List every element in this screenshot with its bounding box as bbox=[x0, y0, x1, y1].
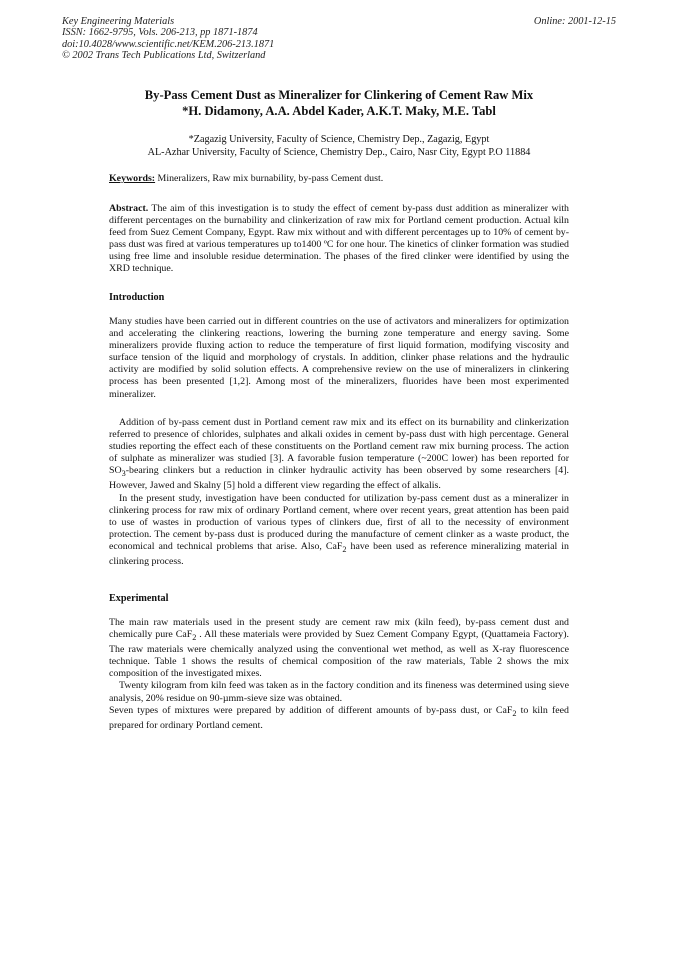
experimental-heading: Experimental bbox=[109, 593, 169, 604]
affiliation-1: *Zagazig University, Faculty of Science, Chemistry Dep., Zagazig, Egypt bbox=[188, 134, 490, 145]
exp-p3-part-b: to kiln feed prepared for ordinary Portland cement. bbox=[109, 704, 569, 731]
title-line: By-Pass Cement Dust as Mineralizer for Clinkering of Cement Raw Mix bbox=[144, 88, 534, 102]
exp-p1-part-b: . All these materials were provided by Suez Cement Company Egypt, (Quattameia Factory). The raw materials were chemically analyzed using the conventional wet method, as well as X-ray fluorescence technique. Table 1 shows the results of chemical composition of the raw materials, Table 2 shows the mix composition of the investigated mixes. bbox=[109, 629, 570, 680]
abstract-text: The aim of this investigation is to study the effect of cement by-pass dust addition as mineralizer with different percentages on the burnability and clinkerization of raw mix for Portland cement production. Actual kiln feed from Suez Cement Company, Egypt. Raw mix without and with different percentages up to 10% of cement by-pass dust was fired at various temperatures up to1400 ºC for one hour. The kinetics of clinker formation was studied using free lime and insoluble residue determination. The phases of the fired clinker were identified by using the XRD technique. bbox=[109, 203, 569, 275]
paper-title bbox=[60, 88, 618, 119]
exp-p3 bbox=[109, 705, 569, 732]
introduction-heading: Introduction bbox=[109, 292, 165, 303]
intro-p2-part-a: Addition of by-pass cement dust in Portland cement raw mix and its effect on its burnability and clinkerization referred to presence of chlorides, sulphates and alkali oxides in cement by-pass dust with high percentage. General studies reporting the effect each of these constituents on the Portland cement raw mix burning process. The action of sulphate as mineralizer was studied [3]. A favorable fusion temperature (~200C lower) has been reported for SO bbox=[109, 417, 569, 477]
journal-name: Key Engineering Materials bbox=[62, 16, 175, 27]
authors-line: *H. Didamony, A.A. Abdel Kader, A.K.T. Maky, M.E. Tabl bbox=[182, 103, 496, 118]
so3-subscript: 3 bbox=[121, 469, 126, 479]
abstract bbox=[109, 203, 569, 276]
intro-p2-part-b: -bearing clinkers but a reduction in clinker hydraulic activity has been observed by some researchers [4]. However, Jawed and Skalny [5] hold a different view regarding the effect of alkalis. bbox=[109, 465, 569, 492]
exp-p1-part-a: The main raw materials used in the present study are cement raw mix (kiln feed), by-pass cement dust and chemically pure CaF bbox=[109, 617, 569, 641]
doi-line[interactable]: doi:10.4028/www.scientific.net/KEM.206-213.1871 bbox=[62, 38, 275, 50]
caf2-subscript: 2 bbox=[342, 544, 347, 554]
caf2-subscript: 2 bbox=[192, 633, 197, 643]
caf2-subscript: 2 bbox=[512, 708, 517, 718]
introduction-paragraphs-2-3 bbox=[109, 417, 569, 568]
keywords-label: Keywords: bbox=[109, 173, 156, 184]
introduction-paragraph-1 bbox=[109, 316, 569, 401]
exp-p1 bbox=[109, 617, 569, 680]
experimental-section bbox=[109, 617, 569, 732]
affiliation-2: AL-Azhar University, Faculty of Science, Chemistry Dep., Cairo, Nasr City, Egypt P.O 11884 bbox=[147, 147, 531, 158]
intro-p3-part-a: In the present study, investigation have been conducted for utilization by-pass cement dust as a mineralizer in clinkering process for raw mix of ordinary Portland cement, where over recent years, great attention has been paid to use of wastes in production of various types of clinkers due, first of all to the necessity of environment protection. The cement by-pass dust is produced during the manufacture of cement clinker as a waste product, the economical and technical problems that arise. Also, CaF bbox=[109, 492, 569, 552]
issn-line: ISSN: 1662-9795, Vols. 206-213, pp 1871-1874 bbox=[62, 27, 258, 39]
exp-p3-part-a: Seven types of mixtures were prepared by addition of different amounts of by-pass dust, or CaF bbox=[109, 704, 513, 716]
intro-p3 bbox=[109, 493, 569, 569]
keywords-text: Mineralizers, Raw mix burnability, by-pass Cement dust. bbox=[155, 173, 384, 184]
abstract-label: Abstract. bbox=[109, 203, 149, 214]
intro-p2 bbox=[109, 417, 569, 493]
exp-p2: Twenty kilogram from kiln feed was taken as in the factory condition and its fineness was determined using sieve analysis, 20% residue on 90-µmm-sieve size was obtained. bbox=[109, 680, 569, 704]
journal-header bbox=[62, 16, 274, 62]
keywords bbox=[109, 173, 569, 185]
copyright-line: © 2002 Trans Tech Publications Ltd, Switzerland bbox=[62, 50, 266, 62]
affiliations bbox=[60, 133, 618, 159]
intro-p1-text: Many studies have been carried out in different countries on the use of activators and mineralizers for optimization and accelerating the clinkering reactions, lowering the burning zone temperature and energy saving. Some mineralizers provide fluxing action to reduce the temperature of first liquid formation, modifying viscosity and surface tension of the liquid and morphology of crystals. In addition, clinker phase relations and the hydraulic activity are modified by solid solution effects. A comprehensive review on the use of mineralizers in clinkering process has been presented [1,2]. Among most of the mineralizers, fluorides have been most experimented mineralizer. bbox=[109, 316, 569, 400]
intro-p3-part-b: have been used as reference mineralizing material in clinkering process. bbox=[109, 540, 569, 567]
online-date: Online: 2001-12-15 bbox=[533, 16, 616, 27]
